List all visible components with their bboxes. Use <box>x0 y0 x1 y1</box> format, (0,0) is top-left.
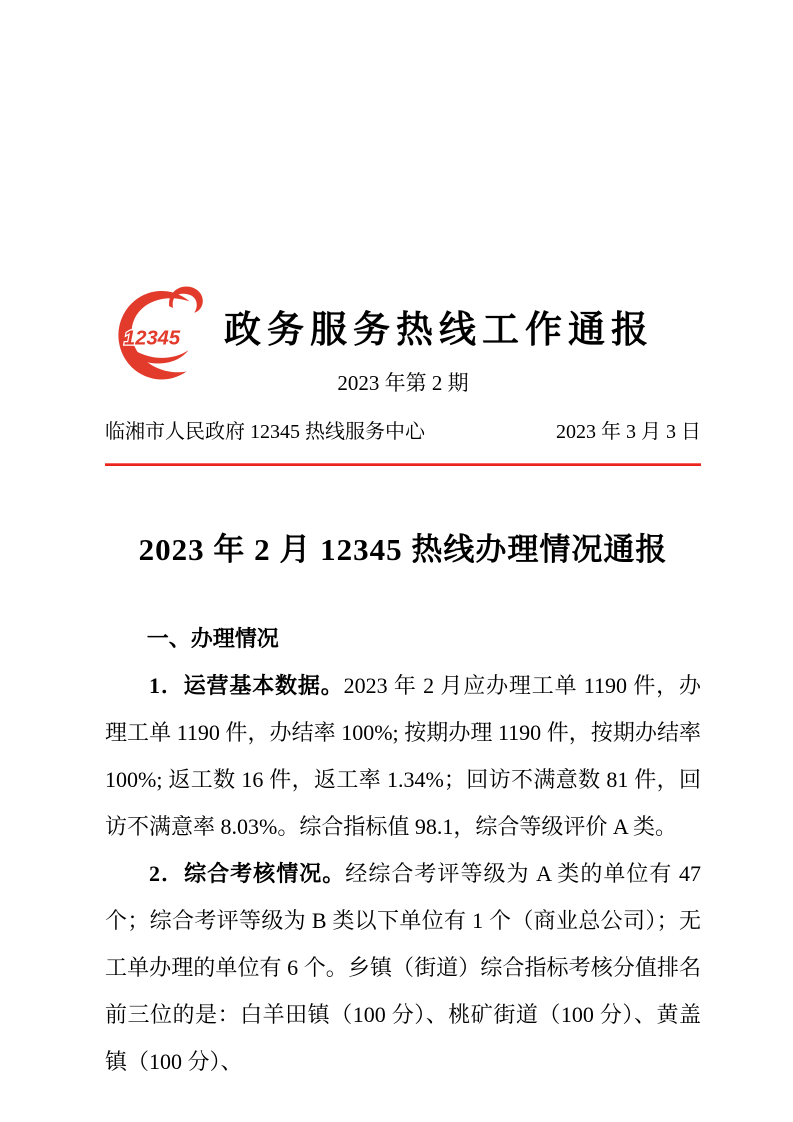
masthead-title: 政务服务热线工作通报 <box>224 310 654 351</box>
publish-date: 2023 年 3 月 3 日 <box>556 421 701 443</box>
document-title: 2023 年 2 月 12345 热线办理情况通报 <box>138 532 668 567</box>
section-heading: 一、办理情况 <box>146 626 279 651</box>
paragraph-1-text: 2023 年 2 月应办理工单 1190 件，办理工单 1190 件，办结率 100%; 按期办理 1190 件，按期办结率 100%; 返工数 16 件，返工率 1.34%；回访不满意数 81 件，回访不满意率 8.03%。综合指标值 98.1，综合等级评价 A 类。 <box>105 673 701 839</box>
paragraph-2-text: 经综合考评等级为 A 类的单位有 47 个；综合考评等级为 B 类以下单位有 1 个（商业总公司）；无工单办理的单位有 6 个。乡镇（街道）综合指标考核分值排名前三位的是：白羊田镇（100 分）、桃矿街道（100 分）、黄盖镇（100 分）、 <box>105 861 701 1074</box>
hotline-12345-logo-icon <box>113 283 210 383</box>
body-paragraph-1 <box>105 662 701 850</box>
publisher-name: 临湘市人民政府 12345 热线服务中心 <box>105 421 425 443</box>
issue-number: 2023 年第 2 期 <box>337 371 469 395</box>
paragraph-1-lead: 1．运营基本数据。 <box>149 673 344 698</box>
body-paragraph-2 <box>105 850 701 1085</box>
paragraph-2-lead: 2．综合考核情况。 <box>149 861 346 886</box>
logo-number: 12345 <box>124 327 181 350</box>
red-divider <box>105 463 701 466</box>
page-content <box>105 0 701 1085</box>
masthead <box>105 283 701 466</box>
publisher-row <box>105 417 701 447</box>
